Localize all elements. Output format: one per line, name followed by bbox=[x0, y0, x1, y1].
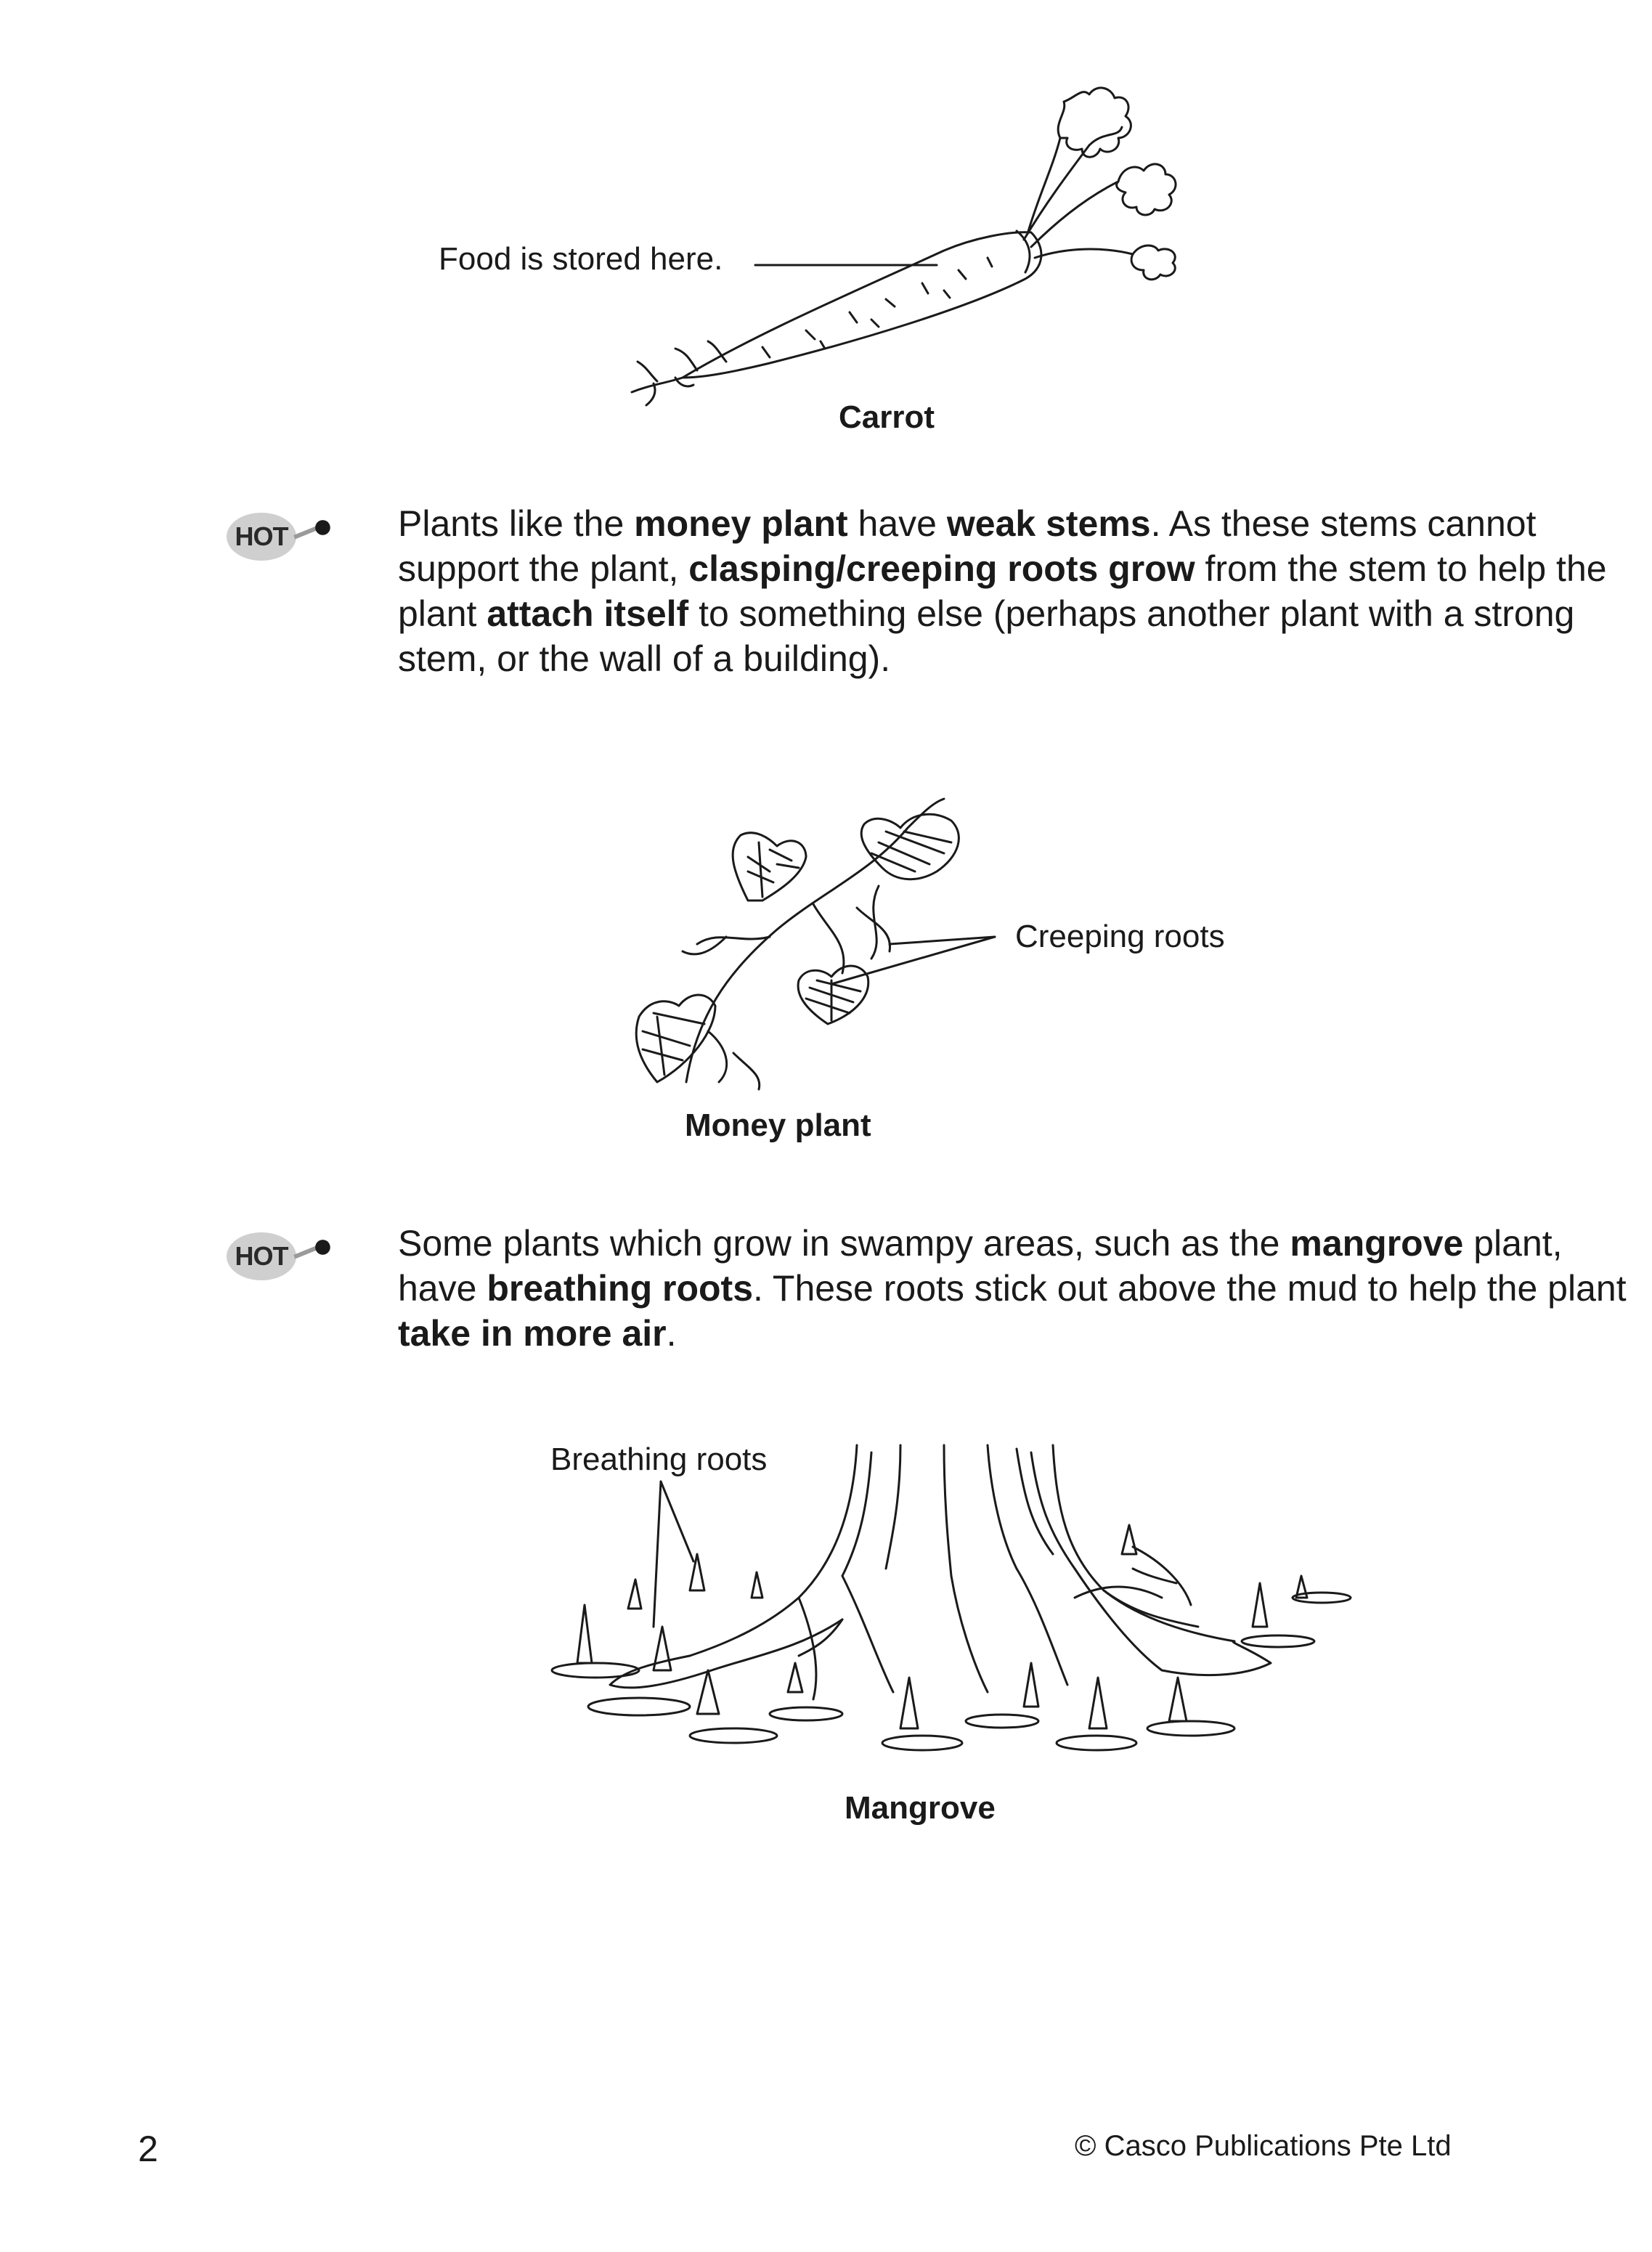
paragraph-text: . bbox=[666, 1313, 677, 1354]
bold-term: weak stems bbox=[946, 503, 1151, 544]
bullet-icon: ● bbox=[312, 1227, 333, 1265]
bold-term: clasping/creeping roots grow bbox=[688, 548, 1195, 589]
paragraph-text: from the stem to help the plant bbox=[398, 548, 1607, 634]
bold-term: attach itself bbox=[487, 593, 689, 634]
carrot-caption: Carrot bbox=[839, 399, 935, 435]
paragraph-text: Some plants which grow in swampy areas, such as the bbox=[398, 1223, 1290, 1264]
paragraph-text: . As these stems cannot support the plant, bbox=[398, 503, 1537, 589]
bold-term: breathing roots bbox=[487, 1268, 754, 1309]
copyright-notice: © Casco Publications Pte Ltd bbox=[1075, 2130, 1452, 2162]
paragraph-text: . These roots stick out above the mud to help the plant bbox=[753, 1268, 1627, 1309]
hot-badge-icon: HOT bbox=[227, 513, 296, 561]
mangrove-label: Breathing roots bbox=[550, 1442, 768, 1477]
money-plant-label: Creeping roots bbox=[1015, 919, 1225, 954]
bold-term: take in more air bbox=[398, 1313, 667, 1354]
bold-term: mangrove bbox=[1290, 1223, 1464, 1264]
bullet-icon: ● bbox=[312, 507, 333, 545]
hot-badge-icon: HOT bbox=[227, 1232, 296, 1280]
carrot-label: Food is stored here. bbox=[439, 241, 723, 277]
money-plant-caption: Money plant bbox=[685, 1107, 871, 1143]
bold-term: money plant bbox=[634, 503, 848, 544]
page-number: 2 bbox=[138, 2129, 158, 2169]
paragraph-text: Plants like the bbox=[398, 503, 635, 544]
paragraph-text: have bbox=[847, 503, 947, 544]
paragraph-text: plant, have bbox=[398, 1223, 1563, 1309]
mangrove-caption: Mangrove bbox=[845, 1790, 996, 1826]
paragraph-text: to something else (perhaps another plant with a strong stem, or the wall of a building). bbox=[398, 593, 1575, 679]
